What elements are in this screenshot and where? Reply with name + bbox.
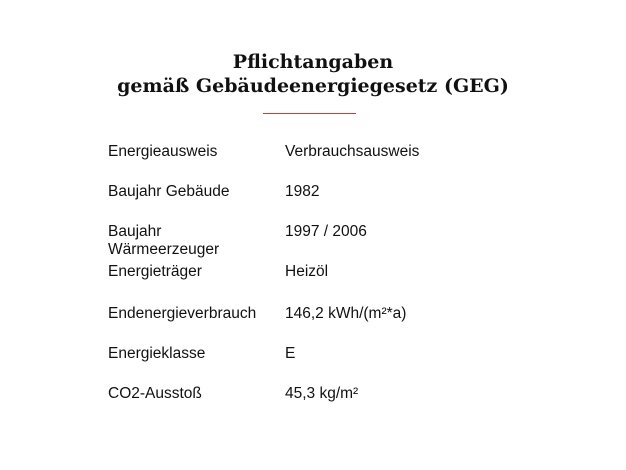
row-value: 146,2 kWh/(m²*a) [285, 305, 407, 322]
title-divider [263, 113, 356, 114]
table-row-building-year [108, 183, 528, 223]
table-row-heater-year [108, 223, 528, 263]
page-title [0, 50, 626, 98]
row-label-line-1: Baujahr [108, 223, 162, 240]
table-row-energy-source [108, 263, 528, 305]
row-label: Baujahr Gebäude [108, 183, 230, 200]
info-table [108, 143, 528, 409]
row-label: Energieausweis [108, 143, 218, 160]
row-value: Verbrauchsausweis [285, 143, 420, 160]
table-row-final-energy [108, 305, 528, 345]
row-value: 1997 / 2006 [285, 223, 367, 240]
table-row-co2 [108, 385, 528, 409]
row-label: Endenergieverbrauch [108, 305, 257, 322]
table-row-energy-certificate [108, 143, 528, 183]
row-label: Energieklasse [108, 345, 206, 362]
page-title-line-2: gemäß Gebäudeenergiegesetz (GEG) [117, 75, 509, 97]
table-row-energy-class [108, 345, 528, 385]
row-value: 1982 [285, 183, 320, 200]
row-label-line-2: Wärmeerzeuger [108, 241, 220, 258]
row-value: 45,3 kg/m² [285, 385, 359, 402]
row-value: Heizöl [285, 263, 329, 280]
row-label: CO2-Ausstoß [108, 385, 202, 402]
page-title-line-1: Pflichtangaben [232, 51, 394, 73]
row-label [108, 223, 285, 259]
row-label: Energieträger [108, 263, 202, 280]
row-value: E [285, 345, 296, 362]
